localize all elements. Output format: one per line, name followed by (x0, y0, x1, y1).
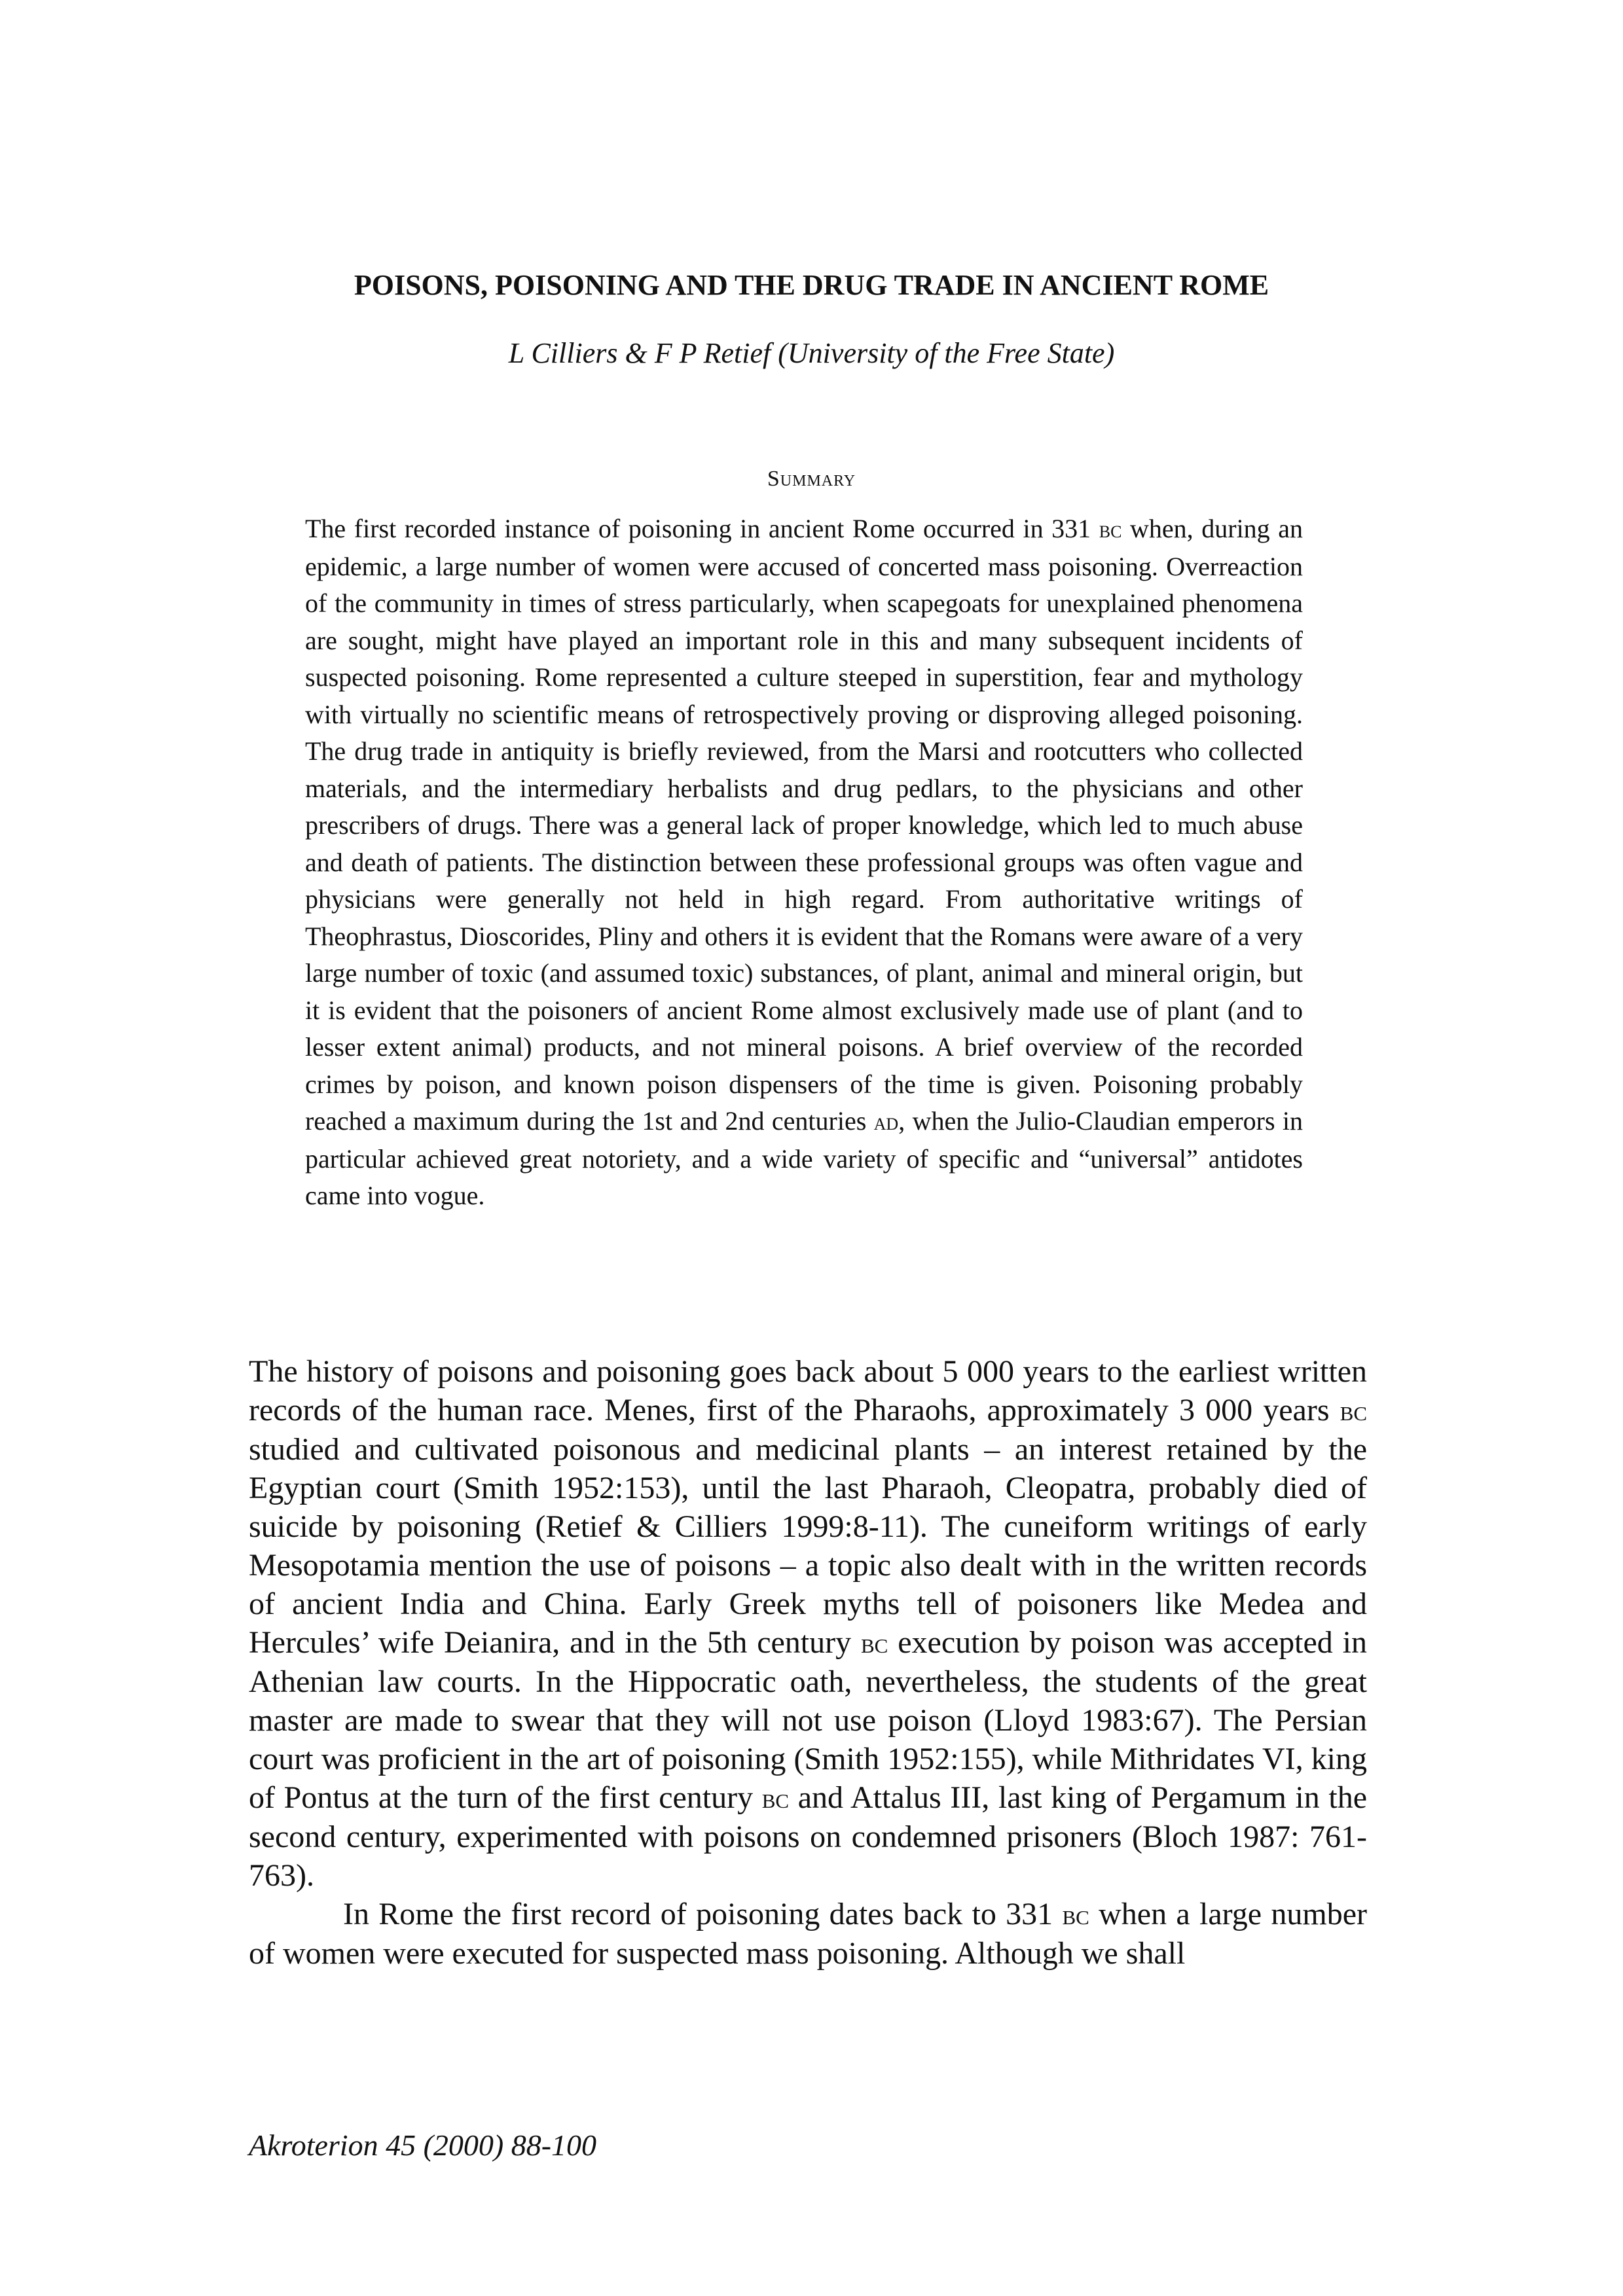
body-paragraph-1: The history of poisons and poisoning goes back about 5 000 years to the earliest written records of the human race. Menes, first of the Pharaohs, approximately 3 000 years bc studied and cultivated poisonous and medicinal plants – an interest retained by the Egyptian court (Smith 1952:153), until the last Pharaoh, Cleopatra, probably died of suicide by poisoning (Retief & Cilliers 1999:8-11). The cuneiform writings of early Mesopotamia mention the use of poisons – a topic also dealt with in the written records of ancient India and China. Early Greek myths tell of poisoners like Medea and Hercules’ wife Deianira, and in the 5th century bc execution by poison was accepted in Athenian law courts. In the Hippocratic oath, nevertheless, the students of the great master are made to swear that they will not use poison (Lloyd 1983:67). The Persian court was proficient in the art of poisoning (Smith 1952:155), while Mithridates VI, king of Pontus at the turn of the first century bc and Attalus III, last king of Pergamum in the second century, experimented with poisons on condemned prisoners (Bloch 1987: 761-763). (249, 1354, 1368, 1893)
era-abbreviation: bc (1062, 1899, 1089, 1931)
era-abbreviation: ad (873, 1108, 899, 1135)
journal-citation-footer: Akroterion 45 (2000) 88-100 (249, 2128, 597, 2162)
body-paragraph-2: In Rome the first record of poisoning dates back to 331 bc when a large number of women were executed for suspected mass poisoning. Although we shall (249, 1897, 1367, 1971)
summary-heading: Summary (767, 467, 856, 491)
main-body (249, 1352, 1367, 1973)
article-title: POISONS, POISONING AND THE DRUG TRADE IN ANCIENT ROME (354, 269, 1269, 301)
era-abbreviation: bc (861, 1627, 888, 1659)
summary-text: The first recorded instance of poisoning in ancient Rome occurred in 331 bc when, during an epidemic, a large number of women were accused of concerted mass poisoning. Overreaction of the community in times of stress particularly, when scapegoats for unexplained phenomena are sought, might have played an important role in this and many subsequent incidents of suspected poisoning. Rome represented a culture steeped in superstition, fear and mythology with virtually no scientific means of retrospectively proving or disproving alleged poisoning. The drug trade in antiquity is briefly reviewed, from the Marsi and rootcutters who collected materials, and the intermediary herbalists and drug pedlars, to the physicians and other prescribers of drugs. There was a general lack of proper knowledge, which led to much abuse and death of patients. The distinction between these professional groups was often vague and physicians were generally not held in high regard. From authoritative writings of Theophrastus, Dioscorides, Pliny and others it is evident that the Romans were aware of a very large number of toxic (and assumed toxic) substances, of plant, animal and mineral origin, but it is evident that the poisoners of ancient Rome almost exclusively made use of plant (and to lesser extent animal) products, and not mineral poisons. A brief overview of the recorded crimes by poison, and known poison dispensers of the time is given. Poisoning probably reached a maximum during the 1st and 2nd centuries ad, when the Julio-Claudian emperors in particular achieved great notoriety, and a wide variety of specific and “universal” antidotes came into vogue. (305, 514, 1304, 1210)
era-abbreviation: bc (1099, 516, 1122, 543)
era-abbreviation: bc (1340, 1395, 1367, 1427)
article-authors: L Cilliers & F P Retief (University of the Free State) (508, 337, 1115, 369)
era-abbreviation: bc (761, 1782, 790, 1814)
